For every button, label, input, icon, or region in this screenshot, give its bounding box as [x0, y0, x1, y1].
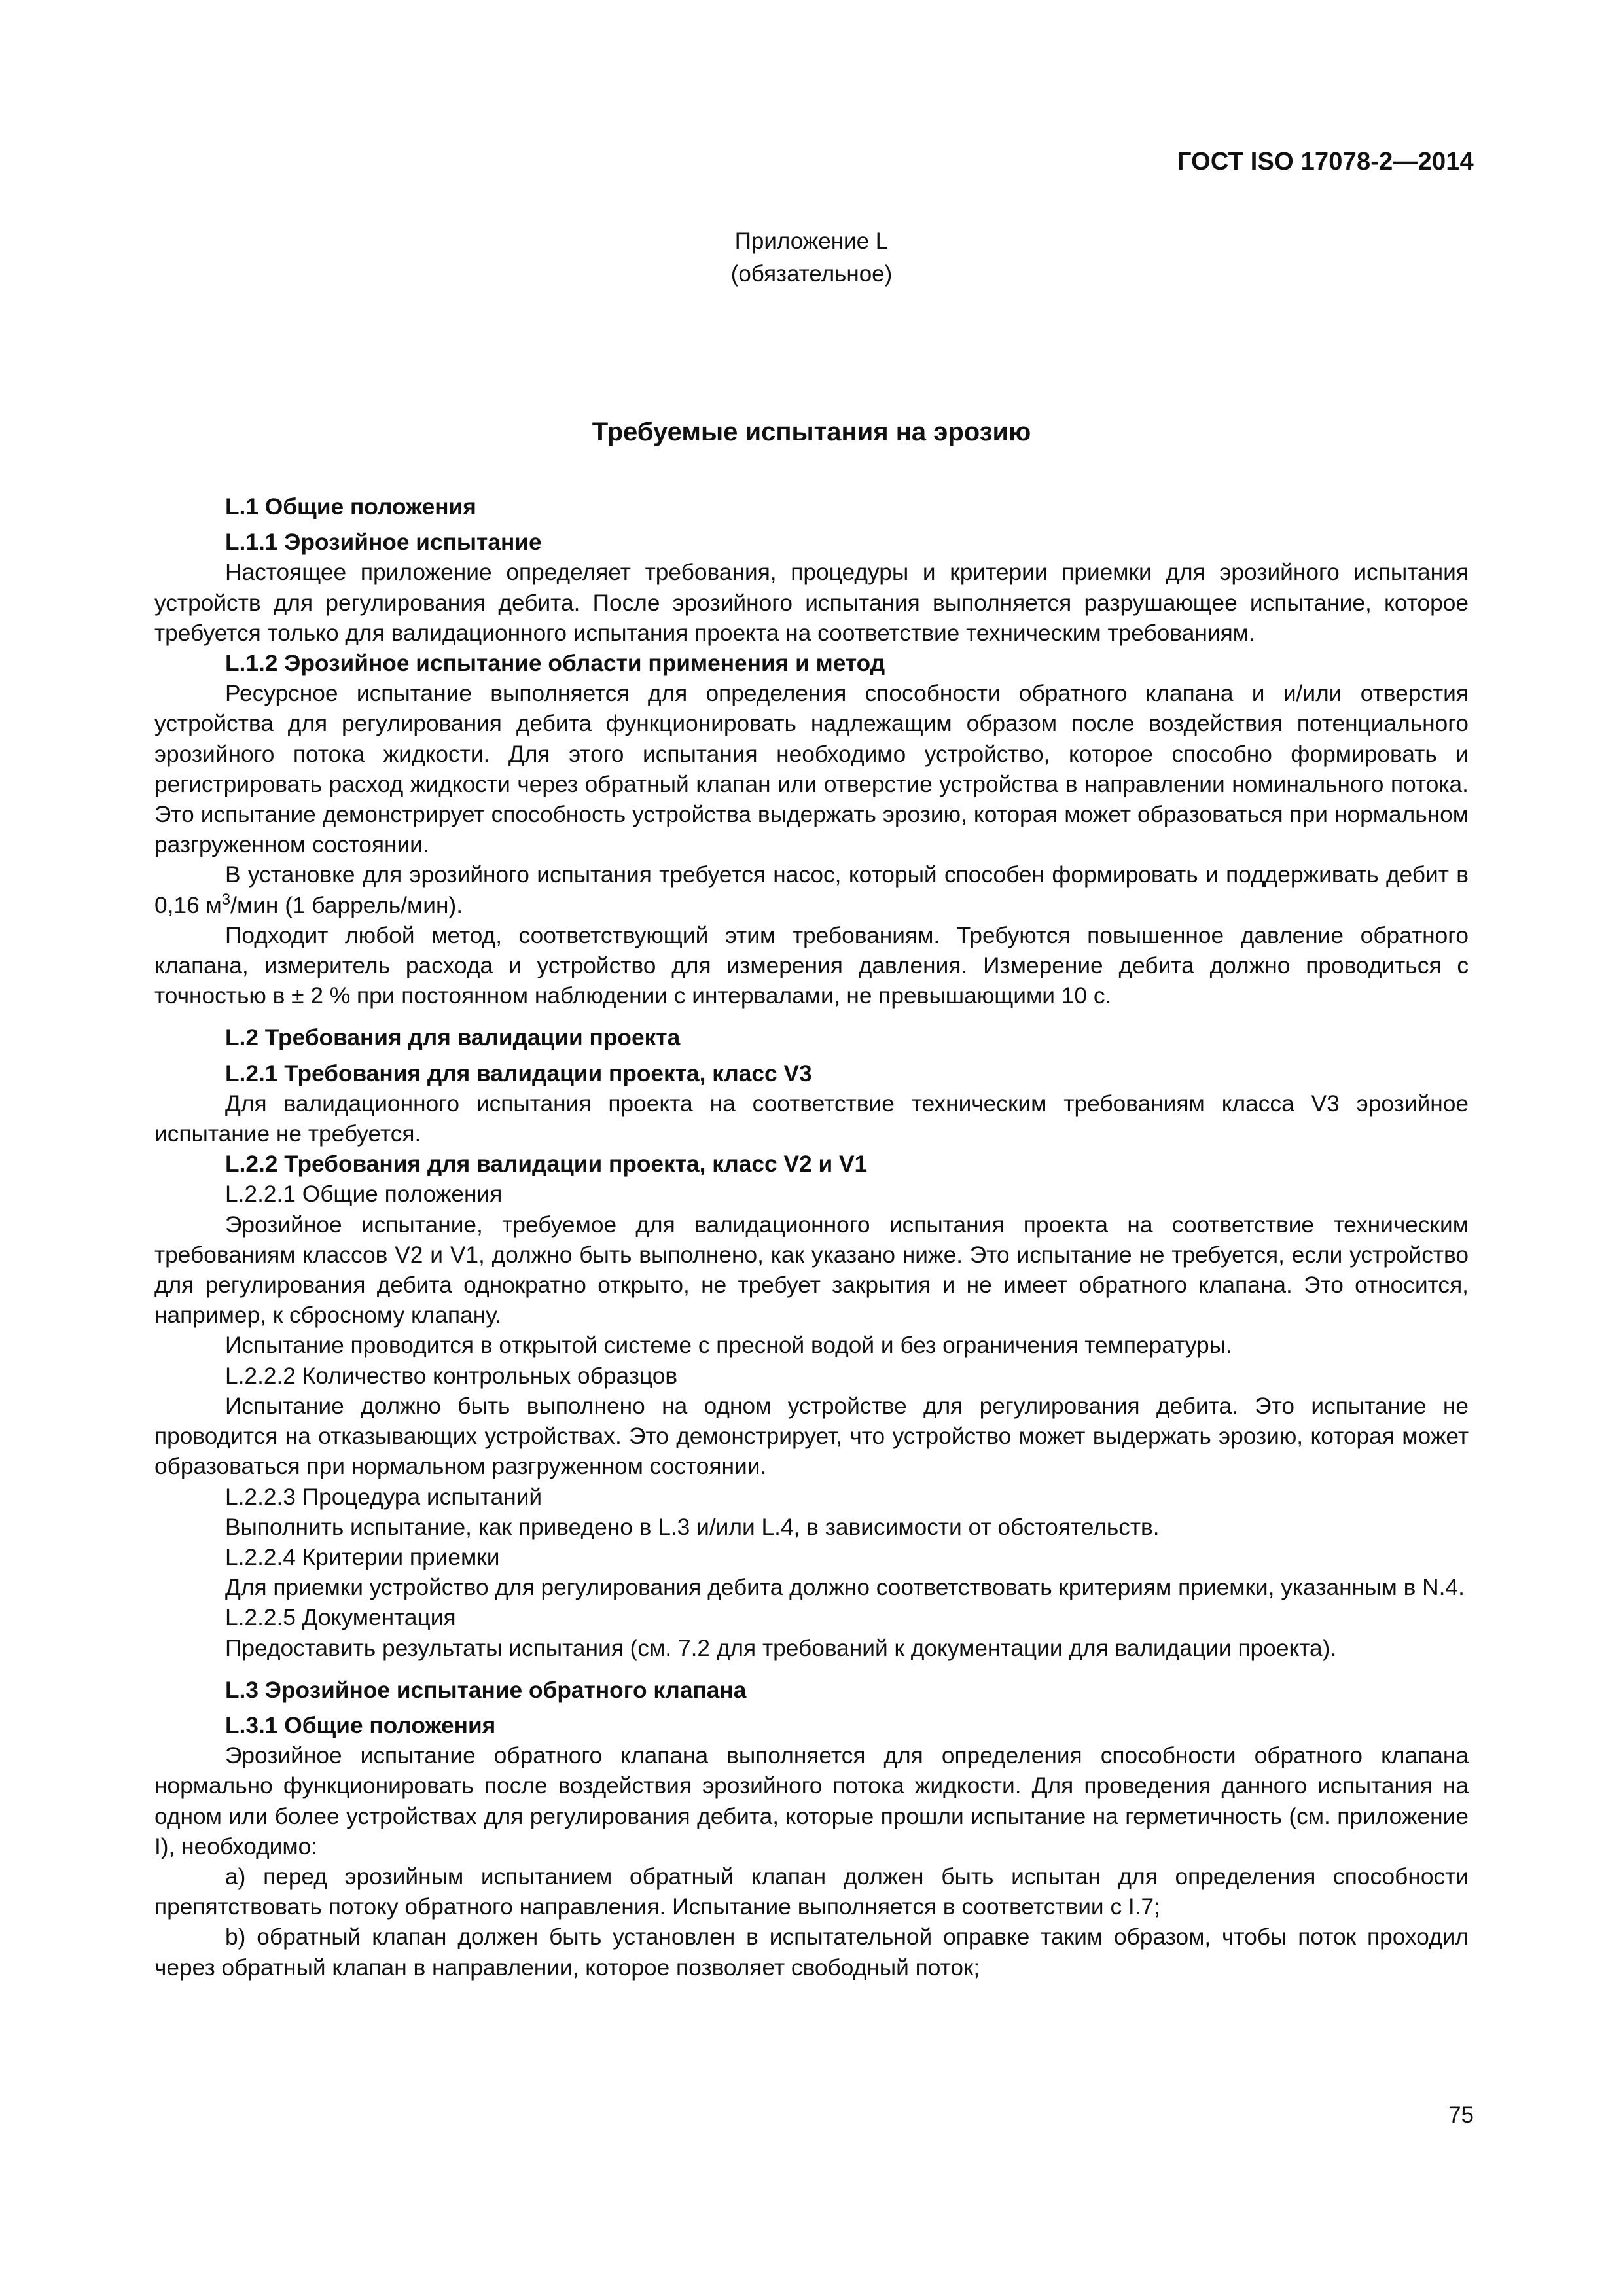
subsection-heading: L.3.1 Общие положения	[225, 1712, 496, 1738]
document-body	[154, 492, 1469, 1983]
paragraph: Испытание должно быть выполнено на одном устройстве для регулирования дебита. Это испытание не проводится на отказывающих устройствах. Это демонстрирует, что устройство может выдержать эрозию, которая может образоваться при нормальном разгруженном состоянии.	[154, 1393, 1469, 1480]
superscript: 3	[221, 890, 231, 908]
paragraph: Испытание проводится в открытой системе с пресной водой и без ограничения температуры.	[225, 1333, 1232, 1359]
clause-heading: L.2.2.4 Критерии приемки	[225, 1544, 500, 1570]
section-heading: L.2 Требования для валидации проекта	[225, 1025, 681, 1051]
paragraph: Эрозийное испытание обратного клапана выполняется для определения способности обратного клапана нормально функционировать после воздействия эрозийного потока жидкости. Для проведения данного испытания на одном или более устройствах для регулирования дебита, которые прошли испытание на герметичность (см. приложение I), необходимо:	[154, 1743, 1469, 1859]
annex-label: Приложение L	[734, 228, 889, 254]
clause-heading: L.2.2.5 Документация	[225, 1605, 456, 1631]
annex-title: Требуемые испытания на эрозию	[592, 418, 1031, 446]
standard-code: ГОСТ ISO 17078-2—2014	[1177, 148, 1474, 175]
paragraph: Настоящее приложение определяет требования, процедуры и критерии приемки для эрозийного испытания устройств для регулирования дебита. После эрозийного испытания выполняется разрушающее испытание, которое требуется только для валидационного испытания проекта на соответствие техническим требованиям.	[154, 560, 1469, 646]
paragraph: Для валидационного испытания проекта на соответствие техническим требованиям класса V3 эрозийное испытание не требуется.	[154, 1090, 1469, 1147]
list-item: b) обратный клапан должен быть установлен в испытательной оправке таким образом, чтобы поток проходил через обратный клапан в направлении, которое позволяет свободный поток;	[154, 1924, 1469, 1981]
page-number: 75	[1448, 2102, 1474, 2128]
clause-heading: L.2.2.2 Количество контрольных образцов	[225, 1363, 678, 1389]
paragraph	[154, 860, 1469, 920]
paragraph-text: В установке для эрозийного испытания требуется насос, который способен формировать и поддерживать дебит в 0,16 м	[154, 862, 1469, 918]
paragraph: Для приемки устройство для регулирования дебита должно соответствовать критериям приемки, указанным в N.4.	[225, 1575, 1465, 1601]
subsection-heading: L.2.1 Требования для валидации проекта, класс V3	[225, 1060, 812, 1086]
subsection-heading: L.1.2 Эрозийное испытание области применения и метод	[225, 651, 885, 677]
paragraph: Предоставить результаты испытания (см. 7.2 для требований к документации для валидации проекта).	[225, 1635, 1337, 1661]
list-item: a) перед эрозийным испытанием обратный клапан должен быть испытан для определения способности препятствовать потоку обратного направления. Испытание выполняется в соответствии с I.7;	[154, 1863, 1469, 1920]
paragraph: Подходит любой метод, соответствующий этим требованиям. Требуются повышенное давление обратного клапана, измеритель расхода и устройство для измерения давления. Измерение дебита должно проводиться с точностью в ± 2 % при постоянном наблюдении с интервалами, не превышающими 10 с.	[154, 922, 1469, 1009]
paragraph: Ресурсное испытание выполняется для определения способности обратного клапана и и/или отверстия устройства для регулирования дебита функционировать надлежащим образом после воздействия потенциального эрозийного потока жидкости. Для этого испытания необходимо устройство, которое способно формировать и регистрировать расход жидкости через обратный клапан или отверстие устройства в направлении номинального потока. Это испытание демонстрирует способность устройства выдержать эрозию, которая может образоваться при нормальном разгруженном состоянии.	[154, 681, 1469, 858]
subsection-heading: L.2.2 Требования для валидации проекта, класс V2 и V1	[225, 1151, 868, 1177]
paragraph: Выполнить испытание, как приведено в L.3 и/или L.4, в зависимости от обстоятельств.	[225, 1514, 1160, 1540]
paragraph-text: /мин (1 баррель/мин).	[230, 892, 463, 918]
section-heading: L.3 Эрозийное испытание обратного клапана	[225, 1677, 747, 1703]
annex-status: (обязательное)	[730, 261, 893, 287]
paragraph: Эрозийное испытание, требуемое для валидационного испытания проекта на соответствие техническим требованиям классов V2 и V1, должно быть выполнено, как указано ниже. Это испытание не требуется, если устройство для регулирования дебита однократно открыто, не требует закрытия и не имеет обратного клапана. Это относится, например, к сбросному клапану.	[154, 1211, 1469, 1329]
annex-heading	[0, 225, 1623, 291]
subsection-heading: L.1.1 Эрозийное испытание	[225, 529, 542, 556]
clause-heading: L.2.2.3 Процедура испытаний	[225, 1484, 543, 1510]
section-heading: L.1 Общие положения	[225, 494, 476, 520]
clause-heading: L.2.2.1 Общие положения	[225, 1181, 503, 1208]
